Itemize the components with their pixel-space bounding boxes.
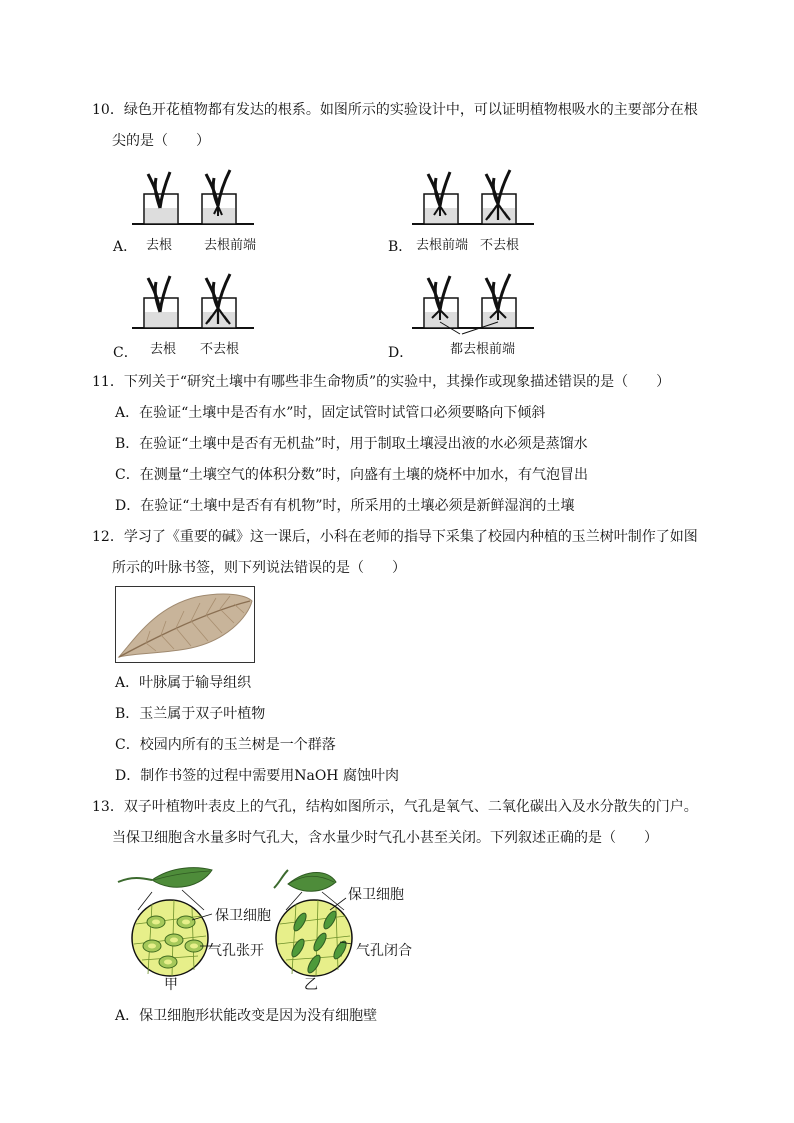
- q11-stem: 11．下列关于“研究土壤中有哪些非生命物质”的实验中，其操作或现象描述错误的是（ ）: [92, 374, 671, 390]
- q12-stem-line2: 所示的叶脉书签，则下列说法错误的是（ ）: [112, 560, 406, 576]
- q13-stem-line1: 13．双子叶植物叶表皮上的气孔，结构如图所示，气孔是氧气、二氧化碳出入及水分散失的门户。: [92, 799, 698, 815]
- q10-option-c-right-label: 不去根: [200, 342, 240, 357]
- q12-option-c: C．校园内所有的玉兰树是一个群落: [115, 737, 336, 753]
- q10-option-d-label: 都去根前端: [450, 342, 516, 357]
- leaf-vein-bookmark-image: [115, 586, 255, 663]
- q11-option-a: A．在验证“土壤中是否有水”时，固定试管时试管口必须要略向下倾斜: [115, 405, 546, 421]
- q10-option-a-left-label: 去根: [146, 238, 173, 253]
- label-jia: 甲: [164, 977, 178, 993]
- q12-stem-line1: 12．学习了《重要的碱》这一课后，小科在老师的指导下采集了校园内种植的玉兰树叶制作了如图: [92, 529, 698, 545]
- q10-option-a-figure: [132, 168, 254, 230]
- q10-option-a-right-label: 去根前端: [204, 238, 257, 253]
- leaf-vein-icon: [116, 587, 254, 662]
- label-stomata-open: 气孔张开: [208, 943, 264, 959]
- label-stomata-closed: 气孔闭合: [356, 943, 412, 959]
- stomata-diagram: [112, 864, 432, 988]
- label-yi: 乙: [304, 977, 318, 993]
- q10-option-a-letter: A．: [113, 239, 138, 255]
- q10-option-c-left-label: 去根: [150, 342, 177, 357]
- q10-option-d-letter: D．: [388, 345, 414, 361]
- q10-option-b-figure: [412, 168, 534, 230]
- q10-option-d-figure: [412, 272, 534, 338]
- q10-stem-line2: 尖的是（ ）: [112, 133, 210, 149]
- label-guard-cell-left: 保卫细胞: [215, 908, 271, 924]
- q10-option-b-right-label: 不去根: [480, 238, 520, 253]
- q10-stem-line1: 10．绿色开花植物都有发达的根系。如图所示的实验设计中，可以证明植物根吸水的主要部分在根: [92, 102, 698, 118]
- q10-option-c-figure: [132, 272, 254, 334]
- q13-stem-line2: 当保卫细胞含水量多时气孔大，含水量少时气孔小甚至关闭。下列叙述正确的是（ ）: [112, 830, 658, 846]
- q10-option-b-left-label: 去根前端: [416, 238, 469, 253]
- q13-option-a: A．保卫细胞形状能改变是因为没有细胞壁: [115, 1008, 378, 1024]
- q10-option-c-letter: C．: [113, 345, 138, 361]
- q10-option-b-letter: B．: [388, 239, 413, 255]
- q11-option-b: B．在验证“土壤中是否有无机盐”时，用于制取土壤浸出液的水必须是蒸馏水: [115, 436, 588, 452]
- label-guard-cell-right: 保卫细胞: [348, 887, 404, 903]
- q12-option-a: A．叶脉属于输导组织: [115, 675, 252, 691]
- q12-option-d: D．制作书签的过程中需要用NaOH 腐蚀叶肉: [115, 768, 399, 784]
- q11-option-c: C．在测量“土壤空气的体积分数”时，向盛有土壤的烧杯中加水，有气泡冒出: [115, 467, 589, 483]
- q11-option-d: D．在验证“土壤中是否有有机物”时，所采用的土壤必须是新鲜湿润的土壤: [115, 498, 575, 514]
- q12-option-b: B．玉兰属于双子叶植物: [115, 706, 266, 722]
